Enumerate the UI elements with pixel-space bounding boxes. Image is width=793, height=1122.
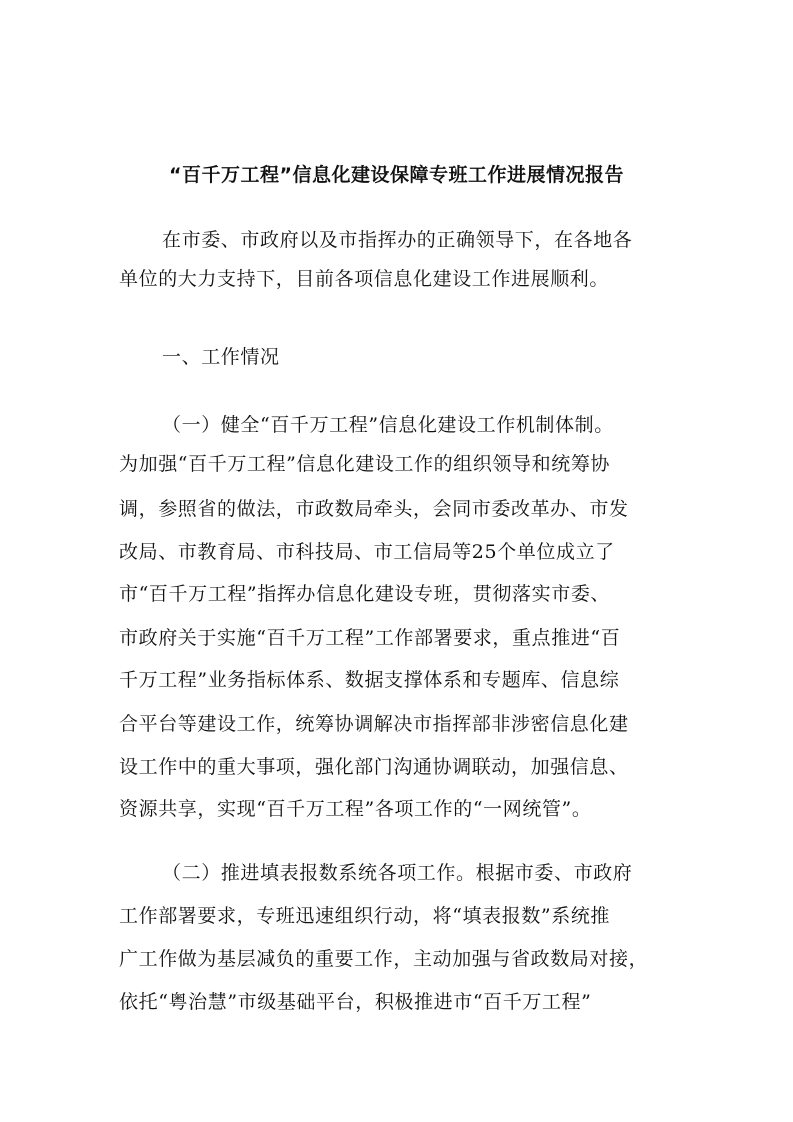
paragraph1-line-8: 合平台等建设工作，统筹协调解决市指挥部非涉密信息化建: [119, 713, 629, 735]
paragraph1-line-2: 为加强“百千万工程”信息化建设工作的组织领导和统筹协: [119, 453, 611, 475]
paragraph2-line-1: （二）推进填表报数系统各项工作。根据市委、市政府: [162, 862, 633, 884]
paragraph2-line-3: 广工作做为基层减负的重要工作，主动加强与省政数局对接，: [119, 948, 649, 970]
section-heading: 一、工作情况: [162, 346, 280, 368]
paragraph2-line-4: 依托“粤治慧”市级基础平台，积极推进市“百千万工程”: [119, 991, 592, 1013]
paragraph2-line-2: 工作部署要求，专班迅速组织行动，将“填表报数”系统推: [119, 905, 611, 927]
paragraph1-line-5: 市“百千万工程”指挥办信息化建设专班，贯彻落实市委、: [119, 583, 611, 605]
paragraph1-line-7: 千万工程”业务指标体系、数据支撑体系和专题库、信息综: [119, 669, 620, 691]
paragraph1-line-1: （一）健全“百千万工程”信息化建设工作机制体制。: [162, 414, 614, 436]
paragraph1-line-4: 改局、市教育局、市科技局、市工信局等25个单位成立了: [119, 541, 615, 563]
intro-line-1: 在市委、市政府以及市指挥办的正确领导下，在各地各: [162, 229, 633, 251]
paragraph1-line-6: 市政府关于实施“百千万工程”工作部署要求，重点推进“百: [119, 627, 621, 649]
paragraph1-line-3: 调，参照省的做法，市政数局牵头，会同市委改革办、市发: [119, 498, 629, 520]
document-title: “百千万工程”信息化建设保障专班工作进展情况报告: [169, 164, 624, 186]
paragraph1-line-9: 设工作中的重大事项，强化部门沟通协调联动，加强信息、: [119, 756, 629, 778]
intro-line-2: 单位的大力支持下，目前各项信息化建设工作进展顺利。: [119, 268, 610, 290]
paragraph1-line-10: 资源共享，实现“百千万工程”各项工作的“一网统管”。: [119, 798, 592, 820]
